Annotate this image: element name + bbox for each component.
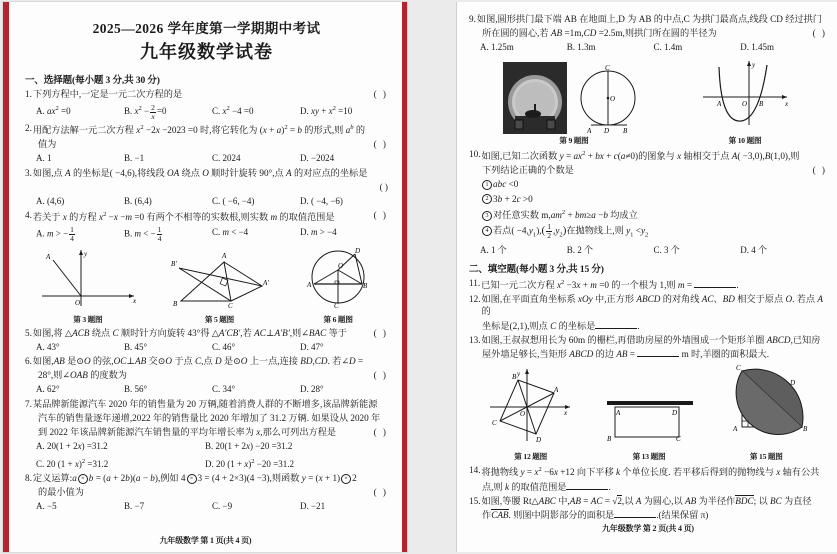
figure-13 [601, 363, 697, 462]
option-B[interactable]: B. 20(1 + 2x) −20 =31.2 [204, 441, 293, 452]
figure-10-caption: 第 10 题图 [728, 136, 762, 146]
svg-text:A′: A′ [263, 278, 270, 287]
question-14-stem: 将抛物线 $y = x^2 -6x +12$ 向下平移 k 个单位长度. 若平移后得到的抛物线与 x 轴有公共 [481, 466, 820, 478]
option-D[interactable]: D. 1.45m [740, 42, 774, 53]
option-B[interactable]: B. 45° [124, 341, 148, 352]
exam-page-2 [457, 2, 837, 552]
option-C[interactable]: C. m < −4 [212, 226, 249, 237]
question-9-number: 9. [469, 14, 476, 24]
question-13-stem: 如图,王叔叔想用长为 60m 的栅栏,再借助房屋的外墙围成一个矩形羊圈 ABCD,已知房 [481, 334, 821, 345]
question-9-stem: 如图,圆形拱门最下端 AB 在地面上,D 为 AB 的中点,C 为拱门最高点,线段 CD 经过拱门 [476, 14, 822, 24]
question-4-options [36, 226, 388, 243]
option-B[interactable]: B. 56° [124, 384, 148, 395]
question-7-stem-cont: 汽车的销售量逐年递增,2022 年的销售量比 2020 年增加了 31.2 万辆. 如果设从 2020 年 [38, 413, 381, 423]
option-A[interactable]: A. 62° [36, 384, 60, 395]
svg-text:B: B [511, 373, 516, 382]
svg-text:C: C [228, 301, 234, 308]
option-D[interactable]: D. m > −4 [300, 226, 337, 237]
question-7-answer-paren[interactable]: ( ) [373, 427, 388, 438]
question-12 [469, 293, 827, 318]
question-15-stem-cont: 作CAB. 则图中阴影部分的面积是 .(结果保留 π) [482, 509, 709, 520]
svg-text:B: B [606, 435, 612, 444]
question-9-answer-paren[interactable]: ( ) [812, 28, 827, 39]
question-1-options [36, 102, 388, 120]
question-12-number: 12. [469, 293, 481, 304]
question-4 [25, 209, 388, 224]
option-C[interactable]: C. 46° [212, 341, 236, 352]
option-B[interactable]: B. (6,4) [124, 195, 152, 206]
answer-blank[interactable] [694, 279, 736, 288]
question-11-number: 11. [469, 277, 481, 288]
question-10-stem: 如图,已知二次函数 $y = ax^2$ + bx + c(a≠0)的图象与 x 轴相交于点 A( −3,0),B(1,0),则 [481, 150, 800, 162]
svg-text:D: D [535, 436, 541, 445]
svg-text:x: x [132, 296, 136, 305]
question-6-stem-cont: ( ) 28°,则∠OAB 的度数为 [38, 370, 388, 381]
question-10-stem-cont: ( ) 下列结论正确的个数是 [482, 165, 827, 176]
svg-text:B: B [623, 127, 628, 135]
svg-text:D: D [790, 379, 796, 388]
circled-2-icon: 2 [482, 194, 492, 204]
svg-text:y: y [516, 370, 520, 379]
question-3-answer-paren[interactable]: ( ) [379, 181, 388, 192]
svg-text:A: A [222, 251, 227, 260]
svg-text:A: A [615, 409, 621, 418]
arc-cab: CAB [491, 509, 509, 520]
option-C[interactable]: C. 1.4m [653, 42, 683, 53]
question-10 [469, 148, 827, 163]
question-10-item-2: 2 3b + 2c >0 [482, 193, 827, 206]
svg-text:A: A [587, 127, 592, 135]
question-3-options [36, 195, 388, 208]
question-11 [469, 277, 827, 292]
question-8-answer-paren[interactable]: ( ) [373, 487, 388, 498]
question-6 [25, 355, 388, 368]
question-10-item-4: 4 若点( $-4,y_1$),( $\frac{1}{2}$ $,y_2$)在抛物线上,则 $y_1 <y_2$ [482, 223, 827, 242]
svg-text:C: C [675, 435, 681, 444]
question-1-number: 1. [25, 89, 32, 99]
svg-text:B: B [363, 281, 368, 290]
question-9-options [480, 41, 827, 54]
option-D[interactable]: D. −2024 [300, 153, 335, 164]
option-C[interactable]: C. 2024 [212, 153, 241, 164]
arc-bdc: BDC [735, 495, 754, 506]
option-D[interactable]: D. xy + $x^2 =10$ [300, 105, 353, 117]
question-10-options [480, 244, 827, 257]
option-D[interactable]: D. 47° [300, 341, 324, 352]
option-C[interactable]: C. −9 [212, 501, 233, 512]
question-5-answer-paren[interactable]: ( ) [373, 327, 388, 338]
question-10-number: 10. [469, 149, 481, 160]
svg-text:A: A [553, 386, 558, 395]
question-12-stem: 如图,在平面直角坐标系 xOy 中,正方形 ABCD 的对角线 AC、BD 相交于原点 O. 若点 A 的 [481, 293, 823, 317]
svg-text:A: A [45, 252, 51, 261]
figure-10-drawing [697, 57, 793, 129]
option-A[interactable]: A. 43° [36, 341, 60, 352]
question-2-stem: 用配方法解一元二次方程 $x^2 -2x -2023 =0$ 时,将它转化为 $(x + a)^2 = b$ 的形式,则 $a^b$ 的 [32, 124, 365, 136]
figure-13-caption: 第 13 题图 [632, 452, 666, 462]
answer-blank[interactable] [566, 481, 608, 490]
svg-text:O: O [610, 95, 616, 104]
svg-text:A: A [733, 425, 738, 434]
question-1-stem: ( ) 下列方程中,一定是一元二次方程的是 [32, 89, 388, 99]
svg-text:C: C [605, 64, 610, 73]
page-1-footer: 九年级数学 第 1 页(共 4 页) [159, 536, 252, 545]
figure-3-caption: 第 3 题图 [73, 314, 103, 324]
question-4-stem: ( ) 若关于 x 的方程 $x^2 -x -m =0$ 有两个不相等的实数根,则实数 m 的取值范围是 [32, 210, 388, 223]
figure-5-drawing [159, 246, 279, 308]
figure-10 [697, 57, 793, 146]
figure-13-drawing [601, 363, 697, 445]
figure-9-caption: 第 9 题图 [559, 136, 589, 146]
question-7-options-row2 [36, 455, 388, 471]
question-2-stem-cont: ( ) 值为 [38, 139, 388, 150]
svg-text:A: A [307, 280, 312, 289]
option-D[interactable]: D. 20 $(1 + x)^2 -20 =31.2$ [204, 457, 294, 469]
question-3 [25, 167, 388, 180]
question-6-stem: 如图,AB 是⊙O 的弦,OC⊥AB 交⊙O 于点 C,点 D 是⊙O 上一点,连接 BD,CD. 若∠D = [32, 356, 364, 367]
option-C[interactable]: C. ( −6, −4) [212, 195, 255, 206]
option-D[interactable]: D. 4 个 [740, 244, 767, 255]
question-5-number: 5. [25, 327, 32, 338]
option-B[interactable]: B. −7 [124, 501, 145, 512]
question-7-options-row1 [36, 440, 388, 453]
otimes-icon: × [187, 474, 197, 484]
option-A[interactable]: A. 1 [36, 153, 52, 164]
question-13 [469, 334, 827, 347]
question-13-number: 13. [469, 334, 481, 345]
answer-blank[interactable] [595, 320, 637, 329]
figure-3-drawing [34, 246, 142, 308]
question-6-options [36, 383, 388, 396]
question-14-stem-cont: 点,则 k 的取值范围是 . [482, 481, 611, 492]
option-A[interactable]: A. −5 [36, 501, 57, 512]
circled-4-icon: 4 [482, 226, 492, 236]
page-2-footer: 九年级数学 第 2 页(共 4 页) [602, 524, 694, 534]
question-1-answer-paren[interactable]: ( ) [373, 89, 388, 99]
svg-text:C: C [334, 301, 339, 308]
question-9-stem-cont: ( ) 所在圆的圆心,若 AB =1m,CD =2.5m,则拱门所在圆的半径为 [482, 28, 827, 39]
section-2-heading: 二、填空题(每小题 3 分,共 15 分) [469, 264, 604, 275]
svg-text:C: C [491, 419, 497, 428]
question-15 [469, 495, 827, 508]
svg-text:x: x [785, 100, 789, 109]
figure-6 [297, 246, 379, 325]
svg-text:B′: B′ [171, 259, 178, 268]
question-2-options [36, 152, 388, 165]
svg-text:D: D [671, 409, 678, 418]
answer-blank[interactable] [637, 348, 679, 357]
figure-5 [159, 246, 279, 325]
option-A[interactable]: A. 1.25m [480, 42, 514, 53]
svg-text:C: C [736, 364, 741, 373]
svg-text:O: O [74, 298, 80, 307]
figure-9 [503, 62, 645, 146]
figure-6-caption: 第 6 题图 [323, 314, 353, 324]
question-3-number: 3. [25, 167, 32, 178]
question-7 [25, 398, 388, 411]
question-14 [469, 464, 827, 479]
svg-text:D: D [604, 127, 610, 135]
svg-text:y: y [752, 61, 756, 70]
exam-title-line1: 2025—2026 学年度第一学期期中考试 [92, 21, 321, 36]
question-8-stem-cont: ( ) 的最小值为 [38, 487, 388, 498]
figure-15 [718, 363, 814, 462]
option-A[interactable]: A. 1 个 [480, 244, 507, 255]
question-4-answer-paren[interactable]: ( ) [373, 210, 388, 221]
option-A[interactable]: A. (4,6) [36, 195, 65, 206]
figure-9-drawing [571, 62, 645, 134]
question-7-stem: 某品牌新能源汽车 2020 年的销售量为 20 万辆,随着消费人群的不断增多,该品牌新能源 [32, 398, 378, 409]
figure-row-2 [469, 57, 827, 146]
figure-5-caption: 第 5 题图 [204, 314, 235, 324]
circled-1-icon: 1 [482, 180, 492, 190]
question-8-stem: 定义运算:a × b = (a + 2b)(a − b),例如 4 × 3 = (4 + 2×3)(4 −3),则函数 y = (x + 1) × 2 [32, 473, 357, 484]
question-10-item-3: 3 对任意实数 $m,am^2 + bm\ge a -b$ 均成立 [482, 207, 827, 222]
svg-text:O: O [742, 100, 748, 109]
option-D[interactable]: D. ( −4, −6) [300, 195, 343, 206]
question-2 [25, 122, 388, 137]
question-10-answer-paren[interactable]: ( ) [812, 165, 827, 176]
question-15-number: 15. [469, 495, 481, 506]
exam-page-1 [3, 2, 407, 552]
circled-3-icon: 3 [482, 211, 492, 221]
figure-12-caption: 第 12 题图 [514, 452, 548, 462]
question-2-answer-paren[interactable]: ( ) [373, 139, 388, 150]
figure-row-3 [469, 363, 827, 462]
svg-text:O: O [338, 261, 344, 270]
svg-text:A: A [717, 100, 722, 109]
otimes-icon: × [78, 474, 88, 484]
question-3-stem: 如图,点 A 的坐标是( −4,6),将线段 OA 绕点 O 顺时针旋转 90°,点 A 的对应点的坐标是 [32, 167, 368, 178]
option-D[interactable]: D. 28° [300, 384, 324, 395]
option-A[interactable]: A. $ax^2 =0$ [36, 105, 71, 117]
question-5 [25, 327, 388, 340]
question-13-stem-cont: 屋外墙足够长,当矩形 ABCD 的边 AB = m 时,羊圈的面积最大. [482, 348, 770, 359]
option-C[interactable]: C. $x^2 -4 =0$ [212, 105, 254, 117]
question-11-stem: 已知一元二次方程 $x^2 -3x + m =0$ 的一个根为 1,则 m = . [481, 278, 739, 290]
figure-15-drawing [718, 363, 814, 445]
question-5-stem: ( ) 如图,将 △ACB 绕点 C 顺时针方向旋转 43°得 △A′CB′,若 AC⊥A′B′,则∠BAC 等于 [32, 327, 388, 338]
question-10-item-1: 1 abc <0 [482, 178, 827, 191]
option-B[interactable]: B. $x^2$ − $\frac{2}{x}$ =0 [124, 102, 167, 121]
svg-text:y: y [83, 249, 87, 258]
answer-blank[interactable] [614, 509, 656, 518]
arch-photo [503, 62, 567, 134]
question-2-number: 2. [25, 123, 32, 134]
exam-title-line2: 九年级数学试卷 [140, 42, 273, 62]
otimes-icon: × [341, 474, 351, 484]
svg-text:B: B [173, 299, 178, 308]
svg-text:O: O [519, 410, 525, 419]
figure-12 [482, 363, 580, 462]
question-14-number: 14. [469, 465, 481, 476]
figure-15-caption: 第 15 题图 [749, 452, 783, 462]
svg-text:D: D [355, 246, 361, 255]
question-5-options [36, 341, 388, 354]
question-6-number: 6. [25, 356, 32, 367]
option-B[interactable]: B. m < − $\frac{1}{4}$ [124, 224, 162, 243]
figure-12-drawing [482, 363, 580, 445]
question-8-options [36, 500, 388, 513]
question-6-answer-paren[interactable]: ( ) [373, 370, 388, 381]
figure-3 [34, 246, 142, 325]
question-15-stem: 如图,等腰 Rt△ABC 中,AB = AC = √2,以 A 为圆心,以 AB 为半径作BDC; 以 BC 为直径 [481, 495, 812, 506]
question-9 [469, 13, 827, 26]
question-1 [25, 88, 388, 101]
section-1-heading: 一、选择题(每小题 3 分,共 30 分) [25, 76, 160, 86]
option-D[interactable]: D. −21 [300, 501, 326, 512]
question-12-stem-cont: 坐标是(2,1),则点 C 的坐标是 . [482, 320, 640, 331]
option-A[interactable]: A. m > − $\frac{1}{4}$ [36, 224, 74, 243]
question-8 [25, 472, 388, 485]
question-7-number: 7. [25, 398, 32, 409]
option-C[interactable]: C. 34° [212, 384, 236, 395]
option-A[interactable]: A. 20(1 + 2x) =31.2 [36, 441, 108, 452]
question-4-number: 4. [25, 210, 32, 221]
question-7-stem-cont2: ( ) 到 2022 年该品牌新能源汽车销售量的平均年增长率为 x,那么可列出方程是 [38, 427, 388, 438]
svg-text:x: x [563, 409, 567, 418]
question-8-number: 8. [25, 473, 32, 484]
option-C[interactable]: C. 3 个 [653, 244, 680, 255]
svg-text:B: B [759, 100, 764, 109]
option-B[interactable]: B. 2 个 [566, 244, 594, 255]
figure-6-drawing [297, 246, 379, 308]
option-B[interactable]: B. 1.3m [566, 42, 596, 53]
svg-text:B: B [803, 425, 808, 434]
option-C[interactable]: C. 20 $(1 + x)^2 =31.2$ [36, 457, 109, 469]
figure-row-1 [25, 246, 388, 325]
option-B[interactable]: B. −1 [124, 153, 145, 164]
